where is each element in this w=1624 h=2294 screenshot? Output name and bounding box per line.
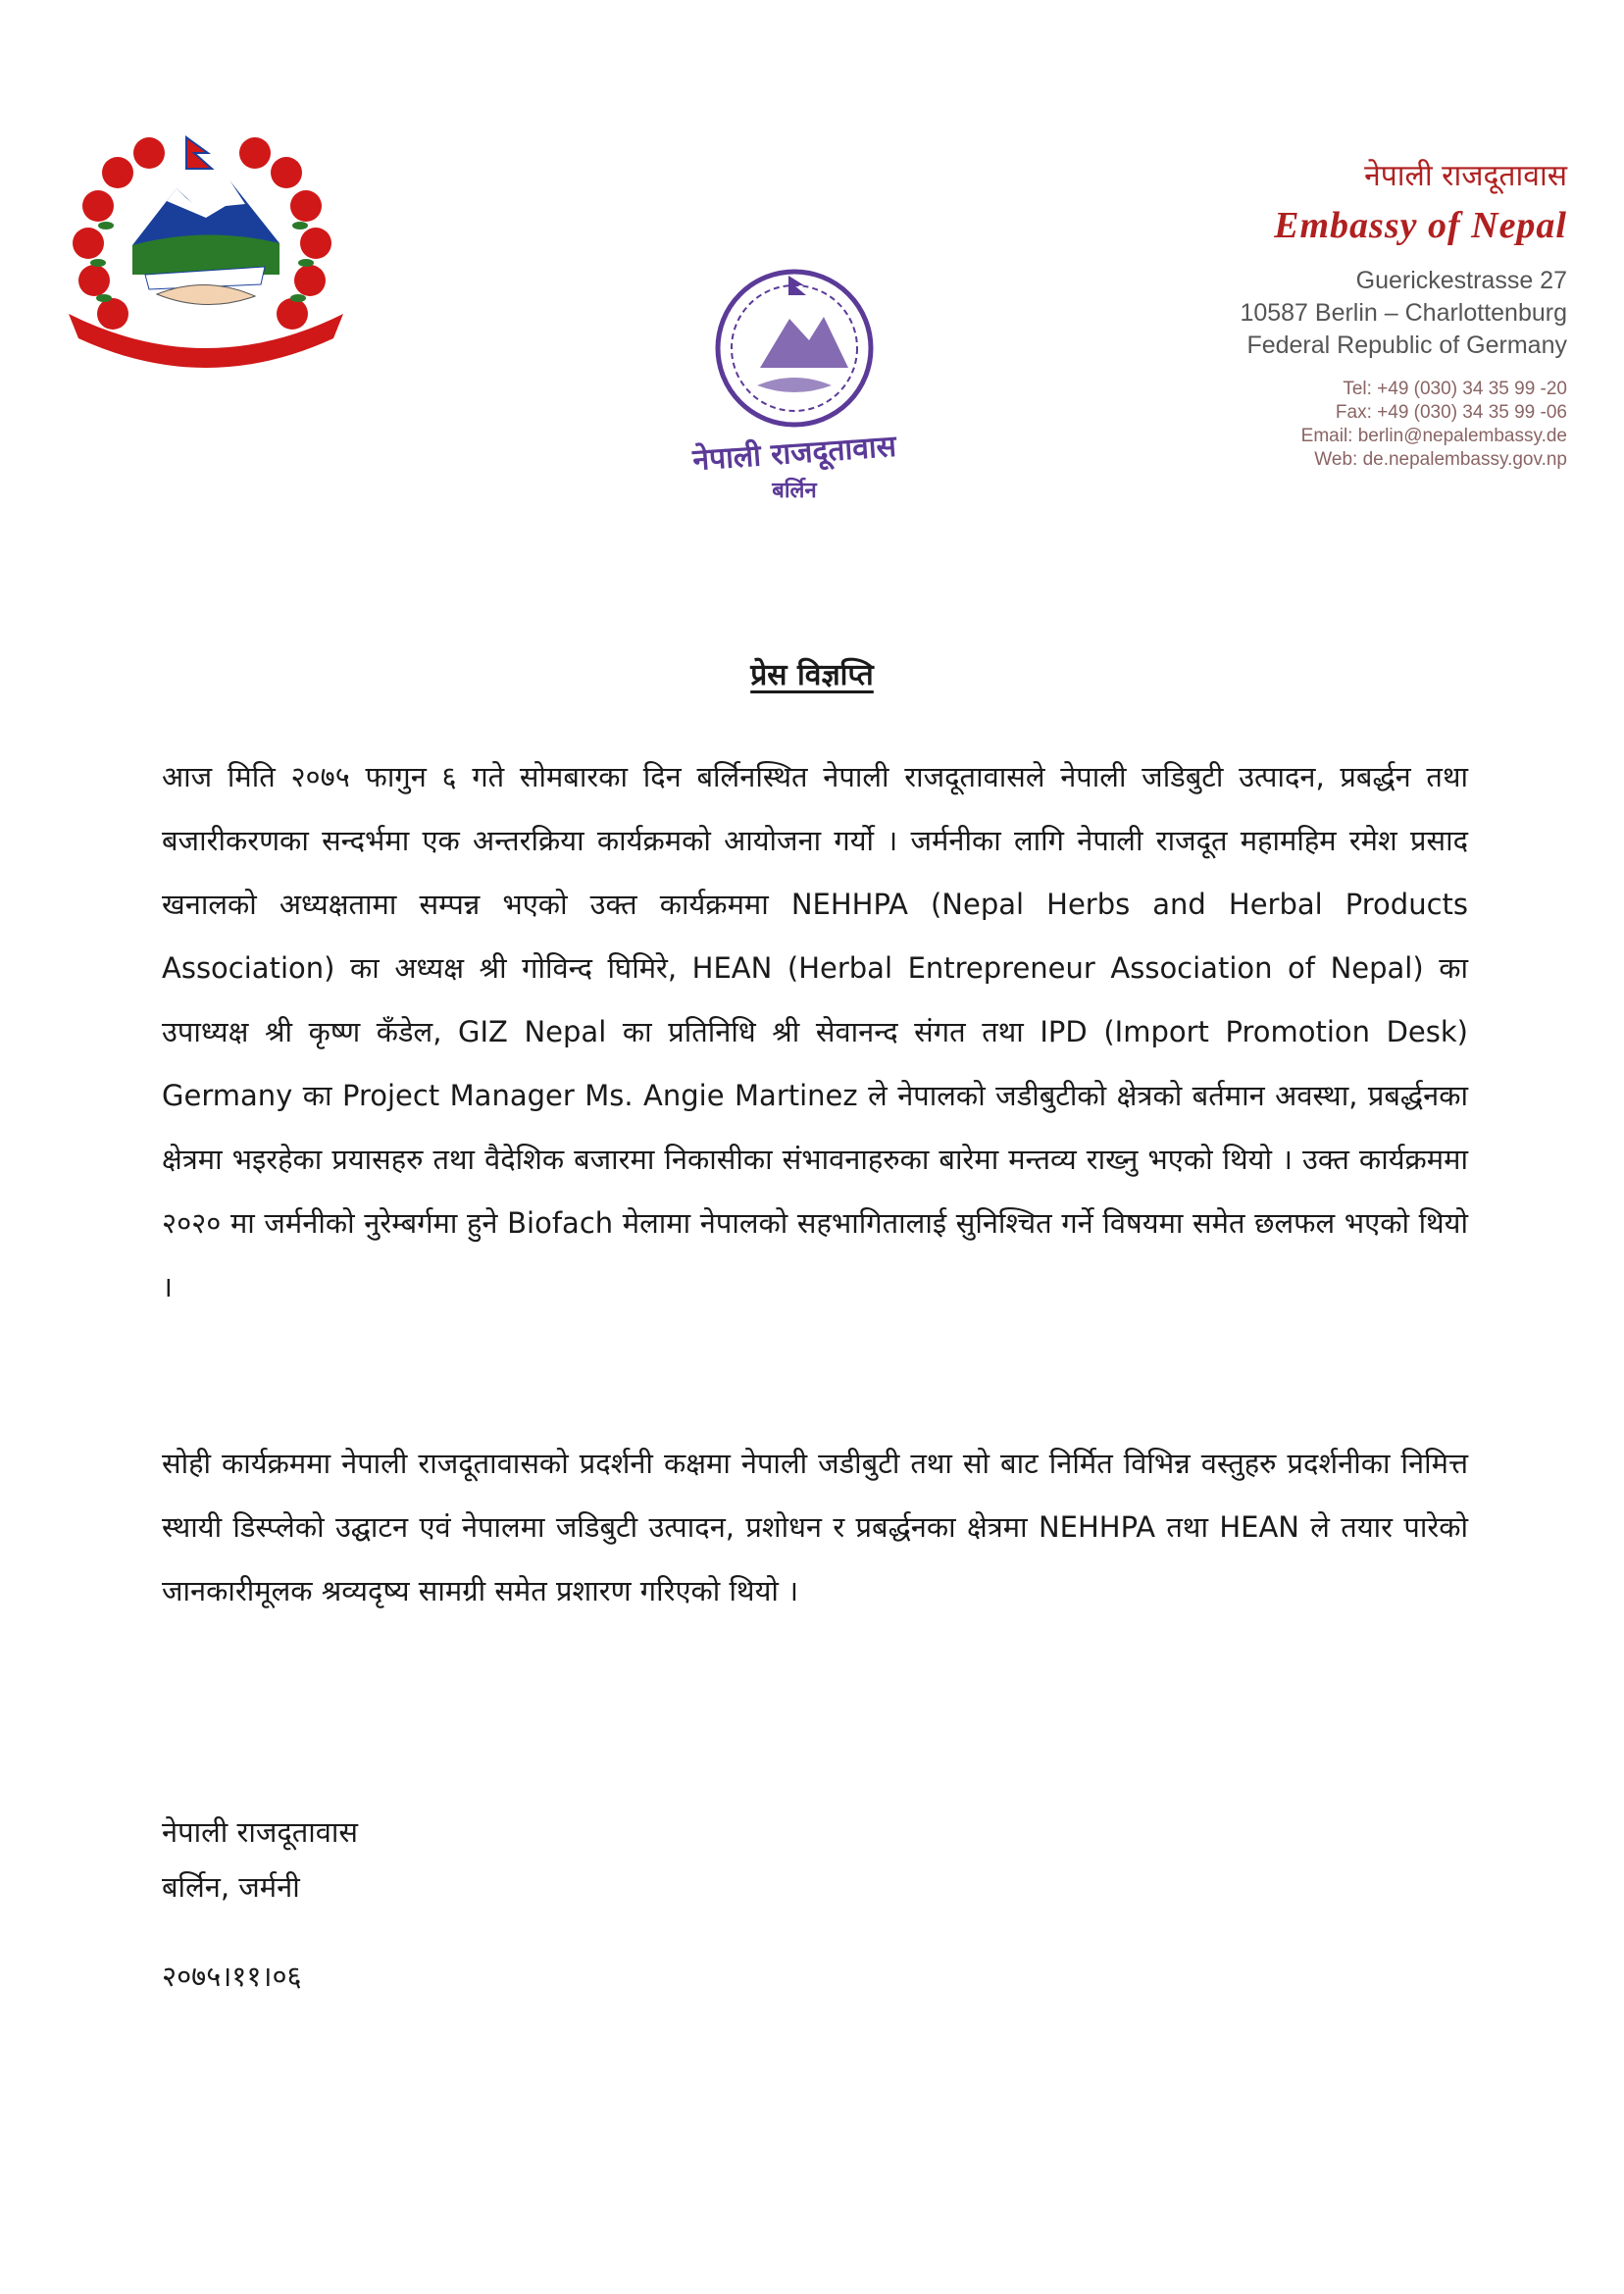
address-line: Federal Republic of Germany: [1246, 331, 1567, 359]
address-line: 10587 Berlin – Charlottenburg: [1240, 299, 1567, 327]
body-paragraph: आज मिति २०७५ फागुन ६ गते सोमबारका दिन बर्लिनस्थित नेपाली राजदूतावासले नेपाली जडिबुटी उत्पादन, प्रबर्द्धन तथा बजारीकरणका सन्दर्भमा एक अन्तरक्रिया कार्यक्रमको आयोजना गर्यो । जर्मनीका लागि नेपाली राजदूत महामहिम रमेश प्रसाद खनालको अध्यक्षतामा सम्पन्न भएको उक्त कार्यक्रममा NEHHPA (Nepal Herbs and Herbal Products Association) का अध्यक्ष श्री गोविन्द घिमिरे, HEAN (Herbal Entrepreneur Association of Nepal) का उपाध्यक्ष श्री कृष्ण कँडेल, GIZ Nepal का प्रतिनिधि श्री सेवानन्द संगत तथा IPD (Import Promotion Desk) Germany का Project Manager Ms. Angie Martinez ले नेपालको जडीबुटीको क्षेत्रको बर्तमान अवस्था, प्रबर्द्धनका क्षेत्रमा भइरहेका प्रयासहरु तथा वैदेशिक बजारमा निकासीका संभावनाहरुका बारेमा मन्तव्य राख्नु भएको थियो । उक्त कार्यक्रममा २०२० मा जर्मनीको नुरेम्बर्गमा हुने Biofach मेलामा नेपालको सहभागितालाई सुनिश्चित गर्ने विषयमा समेत छलफल भएको थियो ।: [162, 760, 1468, 1303]
contact-phone: Tel: +49 (030) 34 35 99 -20: [1343, 379, 1567, 399]
seal-caption-line2: बर्लिन: [772, 478, 817, 503]
signature-block: [162, 1805, 358, 1914]
contact-fax: Fax: +49 (030) 34 35 99 -06: [1335, 402, 1567, 423]
document-date: २०७५।११।०६: [162, 1960, 302, 1993]
seal-caption-line1: नेपाली राजदूतावास: [691, 429, 898, 479]
letterhead: [1057, 157, 1567, 472]
embassy-name-english: Embassy of Nepal: [1274, 205, 1567, 246]
document-title: प्रेस विज्ञप्ति: [750, 658, 874, 692]
embassy-name-nepali: नेपाली राजदूतावास: [1364, 159, 1567, 193]
nepal-coat-of-arms-icon: [59, 127, 353, 382]
address-line: Guerickestrasse 27: [1355, 267, 1567, 294]
signature-line: नेपाली राजदूतावास: [162, 1815, 359, 1849]
contact-email: Email: berlin@nepalembassy.de: [1300, 426, 1567, 446]
body-paragraph: सोही कार्यक्रममा नेपाली राजदूतावासको प्रदर्शनी कक्षमा नेपाली जडीबुटी तथा सो बाट निर्मित विभिन्न वस्तुहरु प्रदर्शनीका निमित्त स्थायी डिस्प्लेको उद्घाटन एवं नेपालमा जडिबुटी उत्पादन, प्रशोधन र प्रबर्द्धनका क्षेत्रमा NEHHPA तथा HEAN ले तयार पारेको जानकारीमूलक श्रव्यदृष्य सामग्री समेत प्रशारण गरिएको थियो ।: [162, 1447, 1468, 1607]
contact-web: Web: de.nepalembassy.gov.np: [1314, 449, 1567, 470]
embassy-address: [1057, 265, 1567, 362]
signature-line: बर्लिन, जर्मनी: [162, 1870, 300, 1904]
embassy-contact: [1057, 378, 1567, 472]
